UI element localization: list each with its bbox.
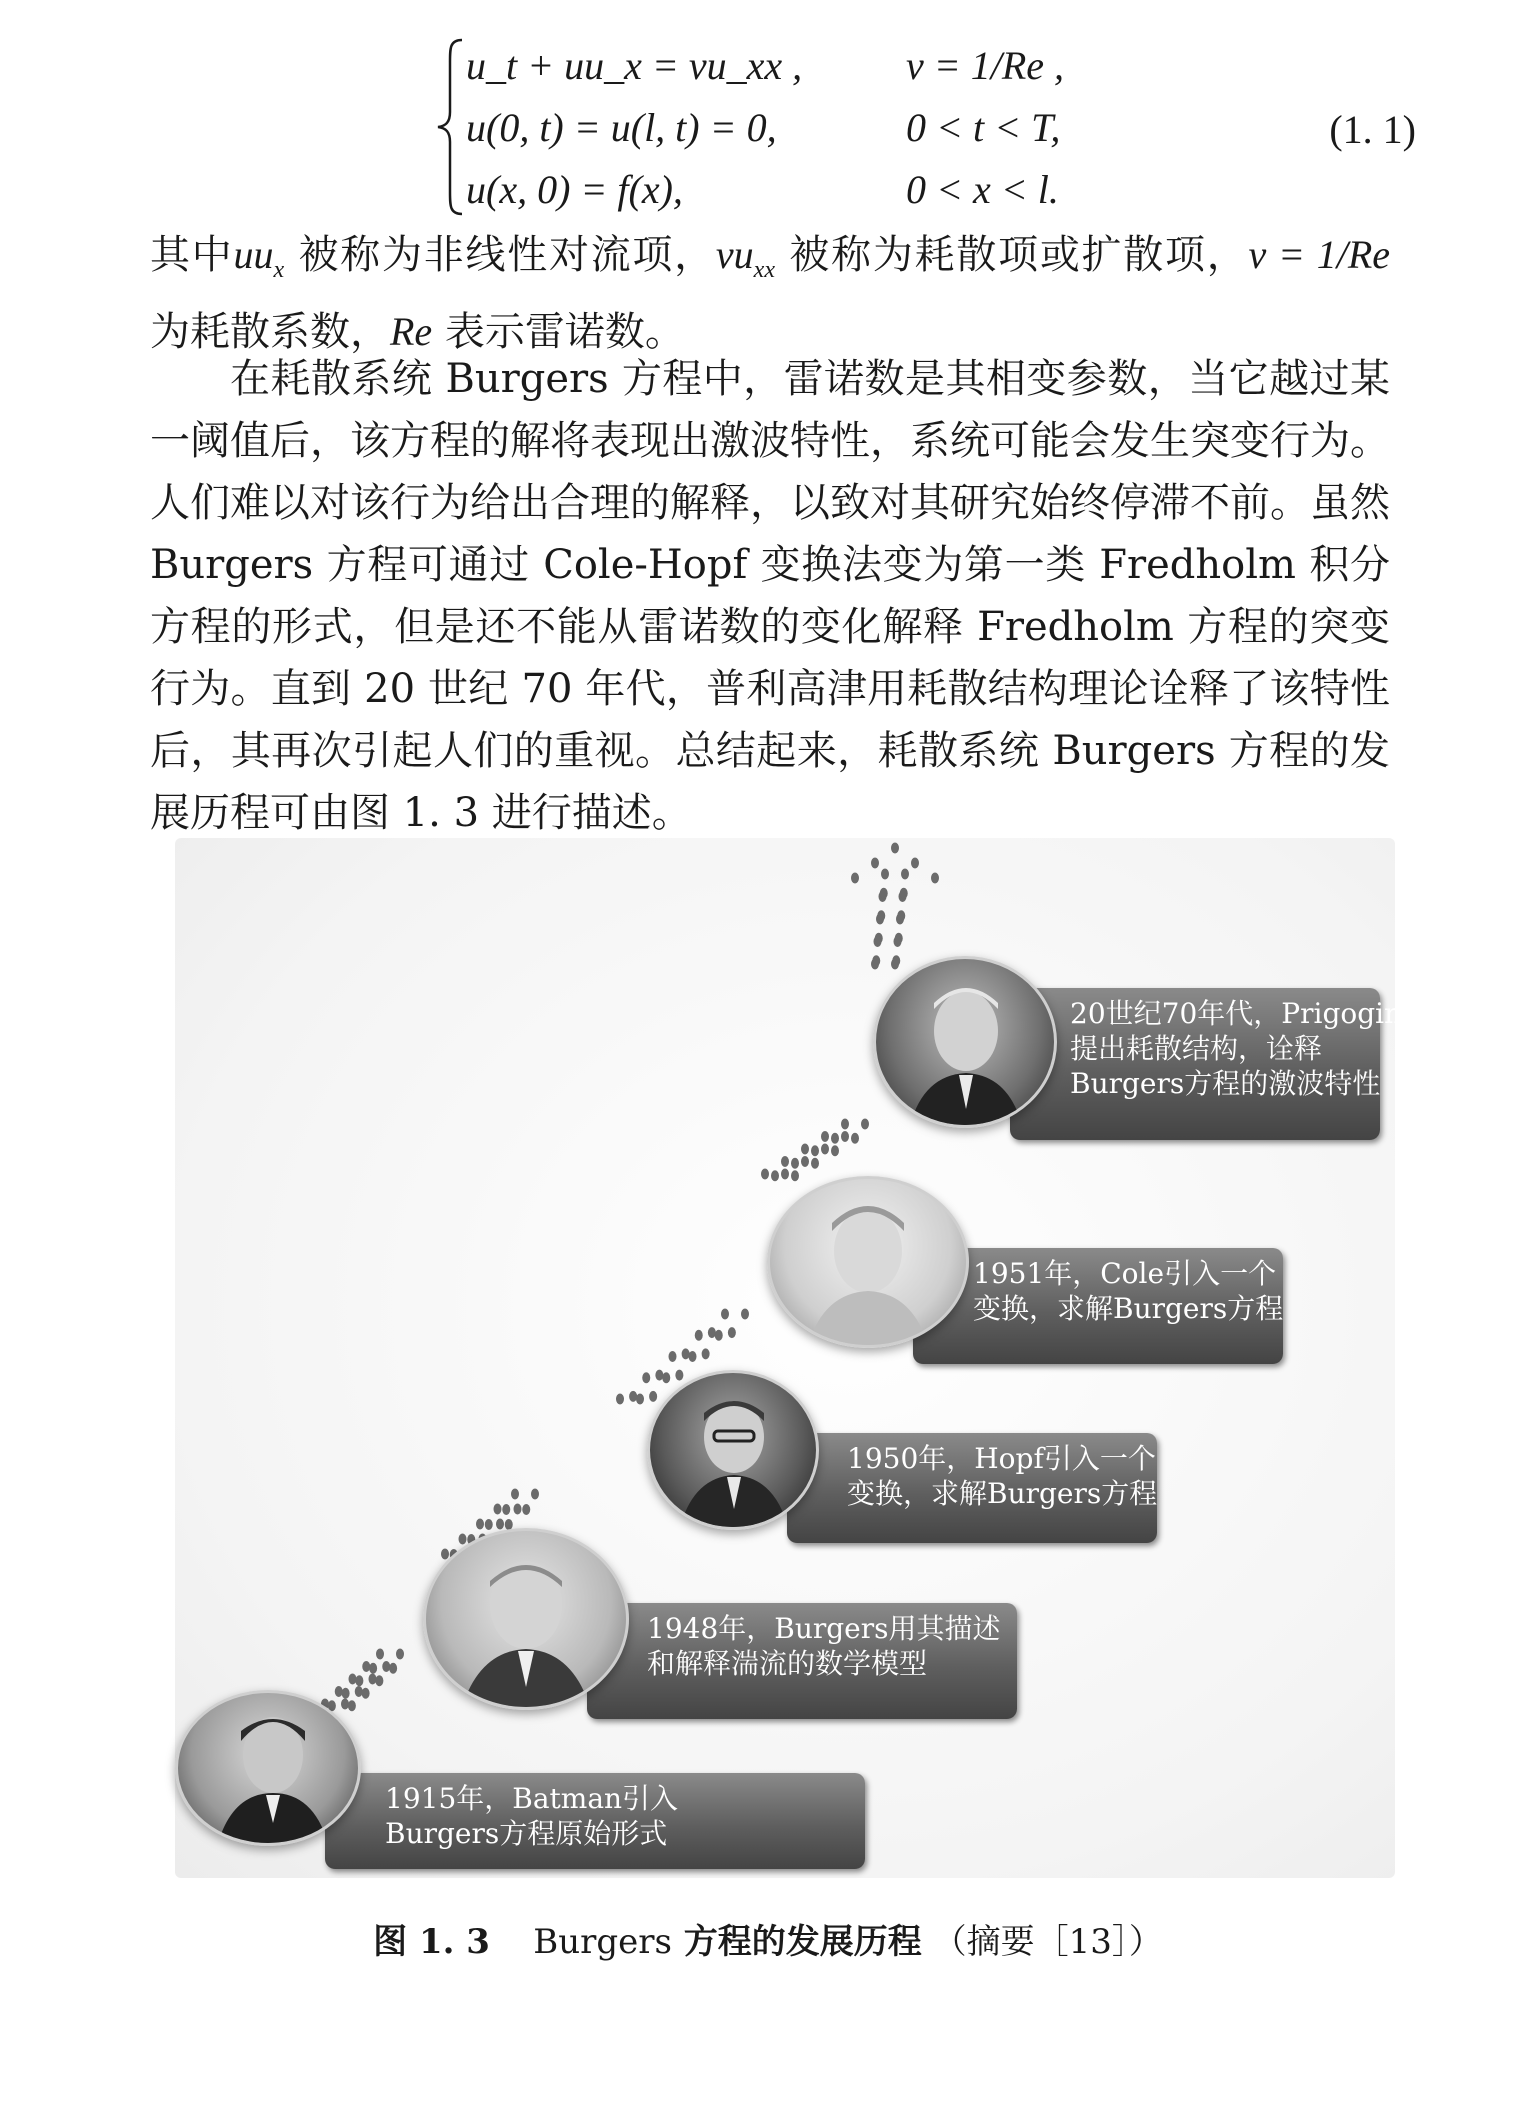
caption-line: 变换，求解Burgers方程: [973, 1292, 1284, 1325]
footprint-dot: [655, 1370, 663, 1381]
footprint-dot: [872, 955, 880, 966]
footprint-dot: [897, 910, 905, 921]
footprint-dot: [861, 1119, 869, 1130]
footprint-dot: [375, 1675, 383, 1686]
footprint-dot: [531, 1489, 539, 1500]
footprint-dot: [831, 1133, 839, 1144]
paragraph-history: 在耗散系统 Burgers 方程中，雷诺数是其相变参数，当它越过某一阈值后，该方程的解将表现出激波特性，系统可能会发生突变行为。人们难以对该行为给出合理的解释，以致对其研究始终停滞不前。虽然 Burgers 方程可通过 Cole-Hopf 变换法变为第一类 Fredholm 积分方程的形式，但是还不能从雷诺数的变化解释 Fredholm 方程的突变行为。直到 20 世纪 70 年代，普利高津用耗散结构理论诠释了该特性后，其再次引起人们的重视。总结起来，耗散系统 Burgers 方程的发展历程可由图 1. 3 进行描述。: [150, 356, 1390, 836]
footprint-dot: [841, 1119, 849, 1130]
portrait-prigogine: [873, 956, 1057, 1128]
arrow-dot: [891, 843, 899, 854]
equation-block: [0, 30, 1536, 230]
footprint-dot: [851, 1133, 859, 1144]
footprint-dot: [682, 1348, 690, 1359]
text-run: 被称为耗散项或扩散项，: [774, 232, 1249, 278]
footprint-dot: [496, 1519, 504, 1530]
footprint-dot: [494, 1504, 502, 1515]
footprint-dot: [335, 1686, 343, 1697]
equation-number: (1. 1): [1329, 107, 1416, 152]
footprint-dot: [892, 955, 900, 966]
equation-lhs: u(0, t) = u(l, t) = 0,: [466, 105, 777, 150]
footprint-dot: [781, 1156, 789, 1167]
milestone-caption: [325, 1773, 865, 1869]
math-term: Re: [390, 309, 433, 354]
math-subscript: xx: [753, 257, 775, 283]
math-subscript: x: [273, 257, 285, 283]
equation-rhs: 0 < x < l.: [906, 167, 1059, 212]
footprint-dot: [781, 1169, 789, 1180]
footprint-dot: [349, 1674, 357, 1685]
footprint-dot: [811, 1145, 819, 1156]
footprint-dot: [791, 1158, 799, 1169]
portrait-burgers: [423, 1528, 629, 1710]
footprint-dot: [362, 1688, 370, 1699]
footprint-dot: [901, 869, 909, 880]
footprint-dot: [821, 1131, 829, 1142]
figure-caption: [0, 1920, 1536, 1964]
person-icon: [876, 959, 1054, 1125]
footprint-dot: [662, 1372, 670, 1383]
footprint-dot: [522, 1504, 530, 1515]
equation-lhs: u(x, 0) = f(x),: [466, 167, 683, 212]
text-run: 其中: [150, 232, 234, 278]
footprint-dot: [900, 888, 908, 899]
equation-rhs: 0 < t < T,: [906, 105, 1061, 150]
caption-label: 图 1. 3: [373, 1922, 490, 1962]
milestone-caption: [587, 1603, 1017, 1719]
caption-line: 提出耗散结构，诠释: [1070, 1032, 1323, 1065]
text-run: 表示雷诺数。: [432, 309, 685, 355]
footprint-dot: [881, 869, 889, 880]
paragraph-definitions: [150, 224, 1390, 363]
footprint-dot: [616, 1394, 624, 1405]
caption-source: （摘要［13］）: [932, 1922, 1163, 1962]
portrait-hopf: [647, 1370, 819, 1530]
caption-line: 和解释湍流的数学模型: [647, 1647, 928, 1680]
footprint-dot: [895, 933, 903, 944]
footprint-dot: [502, 1504, 510, 1515]
footprint-dot: [877, 910, 885, 921]
milestone-caption: [787, 1433, 1157, 1543]
caption-title-en: Burgers: [533, 1922, 672, 1962]
caption-line: 1915年，Batman引入: [385, 1782, 679, 1815]
arrow-dot: [931, 873, 939, 884]
person-icon: [650, 1373, 816, 1527]
footprint-dot: [511, 1489, 519, 1500]
footprint-dot: [382, 1661, 390, 1672]
equation-rhs: ν = 1/Re ,: [906, 43, 1065, 88]
footprint-dot: [355, 1675, 363, 1686]
footprint-dot: [369, 1663, 377, 1674]
footprint-dot: [689, 1351, 697, 1362]
footprint-dot: [342, 1688, 350, 1699]
footprint-dot: [715, 1330, 723, 1341]
timeline-figure: [175, 838, 1419, 1878]
footprint-dot: [728, 1327, 736, 1338]
footprint-dot: [702, 1348, 710, 1359]
person-icon: [426, 1531, 626, 1707]
footprint-dot: [642, 1372, 650, 1383]
footprint-dot: [771, 1170, 779, 1181]
footprint-dot: [875, 933, 883, 944]
footprint-dot: [695, 1330, 703, 1341]
footprint-dot: [831, 1145, 839, 1156]
footprint-dot: [675, 1370, 683, 1381]
math-term: uu: [233, 232, 274, 277]
left-brace: [436, 38, 464, 216]
caption-line: Burgers方程的激波特性: [1070, 1067, 1381, 1100]
footprint-dot: [841, 1131, 849, 1142]
person-icon: [178, 1693, 358, 1843]
caption-line: 1948年，Burgers用其描述: [647, 1612, 1001, 1645]
footprint-dot: [459, 1534, 467, 1545]
footprint-dot: [708, 1327, 716, 1338]
footprint-dot: [791, 1170, 799, 1181]
footprint-dot: [476, 1519, 484, 1530]
footprint-dot: [355, 1686, 363, 1697]
person-icon: [770, 1179, 966, 1345]
footprint-dot: [801, 1144, 809, 1155]
caption-line: 1950年，Hopf引入一个: [847, 1442, 1156, 1475]
milestone-caption: [1010, 988, 1419, 1140]
footprint-dot: [389, 1663, 397, 1674]
arrow-dot: [911, 858, 919, 869]
caption-line: Burgers方程原始形式: [385, 1817, 668, 1850]
caption-line: 20世纪70年代，Prigogine: [1070, 997, 1419, 1030]
footprint-dot: [880, 888, 888, 899]
footprint-dot: [761, 1169, 769, 1180]
footprint-dot: [629, 1391, 637, 1402]
footprint-dot: [348, 1700, 356, 1711]
footprint-dot: [649, 1391, 657, 1402]
equation-lhs: u_t + uu_x = νu_xx ,: [466, 43, 803, 88]
portrait-cole: [767, 1176, 969, 1348]
caption-line: 1951年，Cole引入一个: [973, 1257, 1277, 1290]
footprint-dot: [801, 1156, 809, 1167]
footprint-dot: [485, 1519, 493, 1530]
portrait-batman: [175, 1690, 361, 1846]
footprint-dot: [636, 1394, 644, 1405]
arrow-dot: [851, 873, 859, 884]
footprint-dot: [721, 1309, 729, 1320]
arrow-dot: [871, 858, 879, 869]
footprint-dot: [741, 1309, 749, 1320]
footprint-dot: [362, 1661, 370, 1672]
caption-title-cn: 方程的发展历程: [671, 1922, 922, 1962]
footprint-dot: [376, 1649, 384, 1660]
math-term: νu: [715, 232, 754, 277]
footprint-dot: [341, 1699, 349, 1710]
footprint-dot: [811, 1158, 819, 1169]
footprint-dot: [821, 1144, 829, 1155]
footprint-dot: [669, 1351, 677, 1362]
text-run: 为耗散系数，: [150, 309, 390, 355]
footprint-dot: [514, 1504, 522, 1515]
footprint-dot: [369, 1674, 377, 1685]
footprint-dot: [396, 1649, 404, 1660]
text-run: 被称为非线性对流项，: [284, 232, 716, 278]
math-term: ν = 1/Re: [1248, 232, 1391, 277]
caption-line: 变换，求解Burgers方程: [847, 1477, 1158, 1510]
